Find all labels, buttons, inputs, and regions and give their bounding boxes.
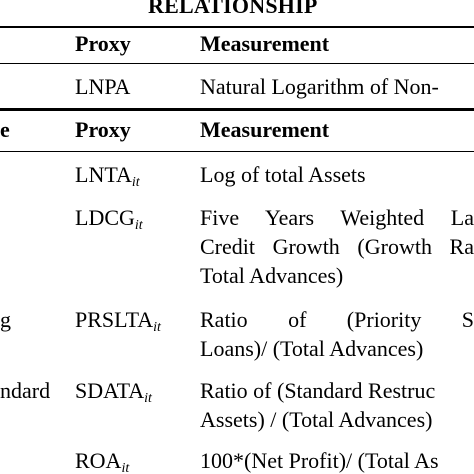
table1-header-rule — [0, 63, 474, 64]
proxy-label: SDATA — [75, 378, 145, 403]
table-row-measurement-line: Ratio of (Priority S — [200, 307, 474, 332]
proxy-subscript: it — [131, 175, 140, 190]
proxy-label: PRSLTA — [75, 307, 154, 332]
table-row-variable: ndard — [0, 378, 51, 403]
proxy-subscript: it — [153, 320, 161, 335]
table-row-measurement: Log of total Assets — [200, 162, 366, 187]
table-row-measurement-line: Assets) / (Total Advances) — [200, 407, 433, 432]
table-row-measurement-line: Credit Growth (Growth Ra — [200, 234, 474, 259]
proxy-subscript: it — [121, 461, 130, 474]
table-row-measurement-line: Total Advances) — [200, 263, 344, 288]
table-title: RELATIONSHIP — [148, 0, 318, 18]
title-rule — [0, 26, 474, 28]
table-divider-rule — [0, 108, 474, 111]
table2-header-measurement: Measurement — [200, 117, 330, 142]
table-row-measurement-line: 100*(Net Profit)/ (Total As — [200, 448, 439, 473]
table-row-measurement-line: Ratio of (Standard Restruc — [200, 378, 436, 403]
table1-row-proxy: LNPA — [75, 74, 131, 99]
table-row-proxy — [75, 305, 161, 334]
proxy-label: ROA — [75, 448, 122, 473]
table1-header-measurement: Measurement — [200, 31, 330, 56]
table2-header-proxy: Proxy — [75, 117, 131, 142]
table2-header-rule — [0, 151, 474, 152]
table-row-variable: g — [0, 307, 11, 332]
table2-header-variable: e — [0, 117, 10, 142]
proxy-label: LNTA — [75, 162, 132, 187]
table1-row-measurement: Natural Logarithm of Non- — [200, 74, 439, 99]
table-row-measurement-line: Five Years Weighted La — [200, 205, 474, 230]
table-row-proxy — [75, 446, 129, 474]
table-row-proxy — [75, 376, 152, 405]
table-row-measurement-line: Loans)/ (Total Advances) — [200, 336, 424, 361]
table-row-proxy — [75, 160, 140, 189]
table1-header-proxy: Proxy — [75, 31, 131, 56]
proxy-label: LDCG — [75, 205, 135, 230]
table-row-proxy — [75, 203, 143, 232]
proxy-subscript: it — [144, 391, 152, 406]
proxy-subscript: it — [134, 218, 143, 233]
